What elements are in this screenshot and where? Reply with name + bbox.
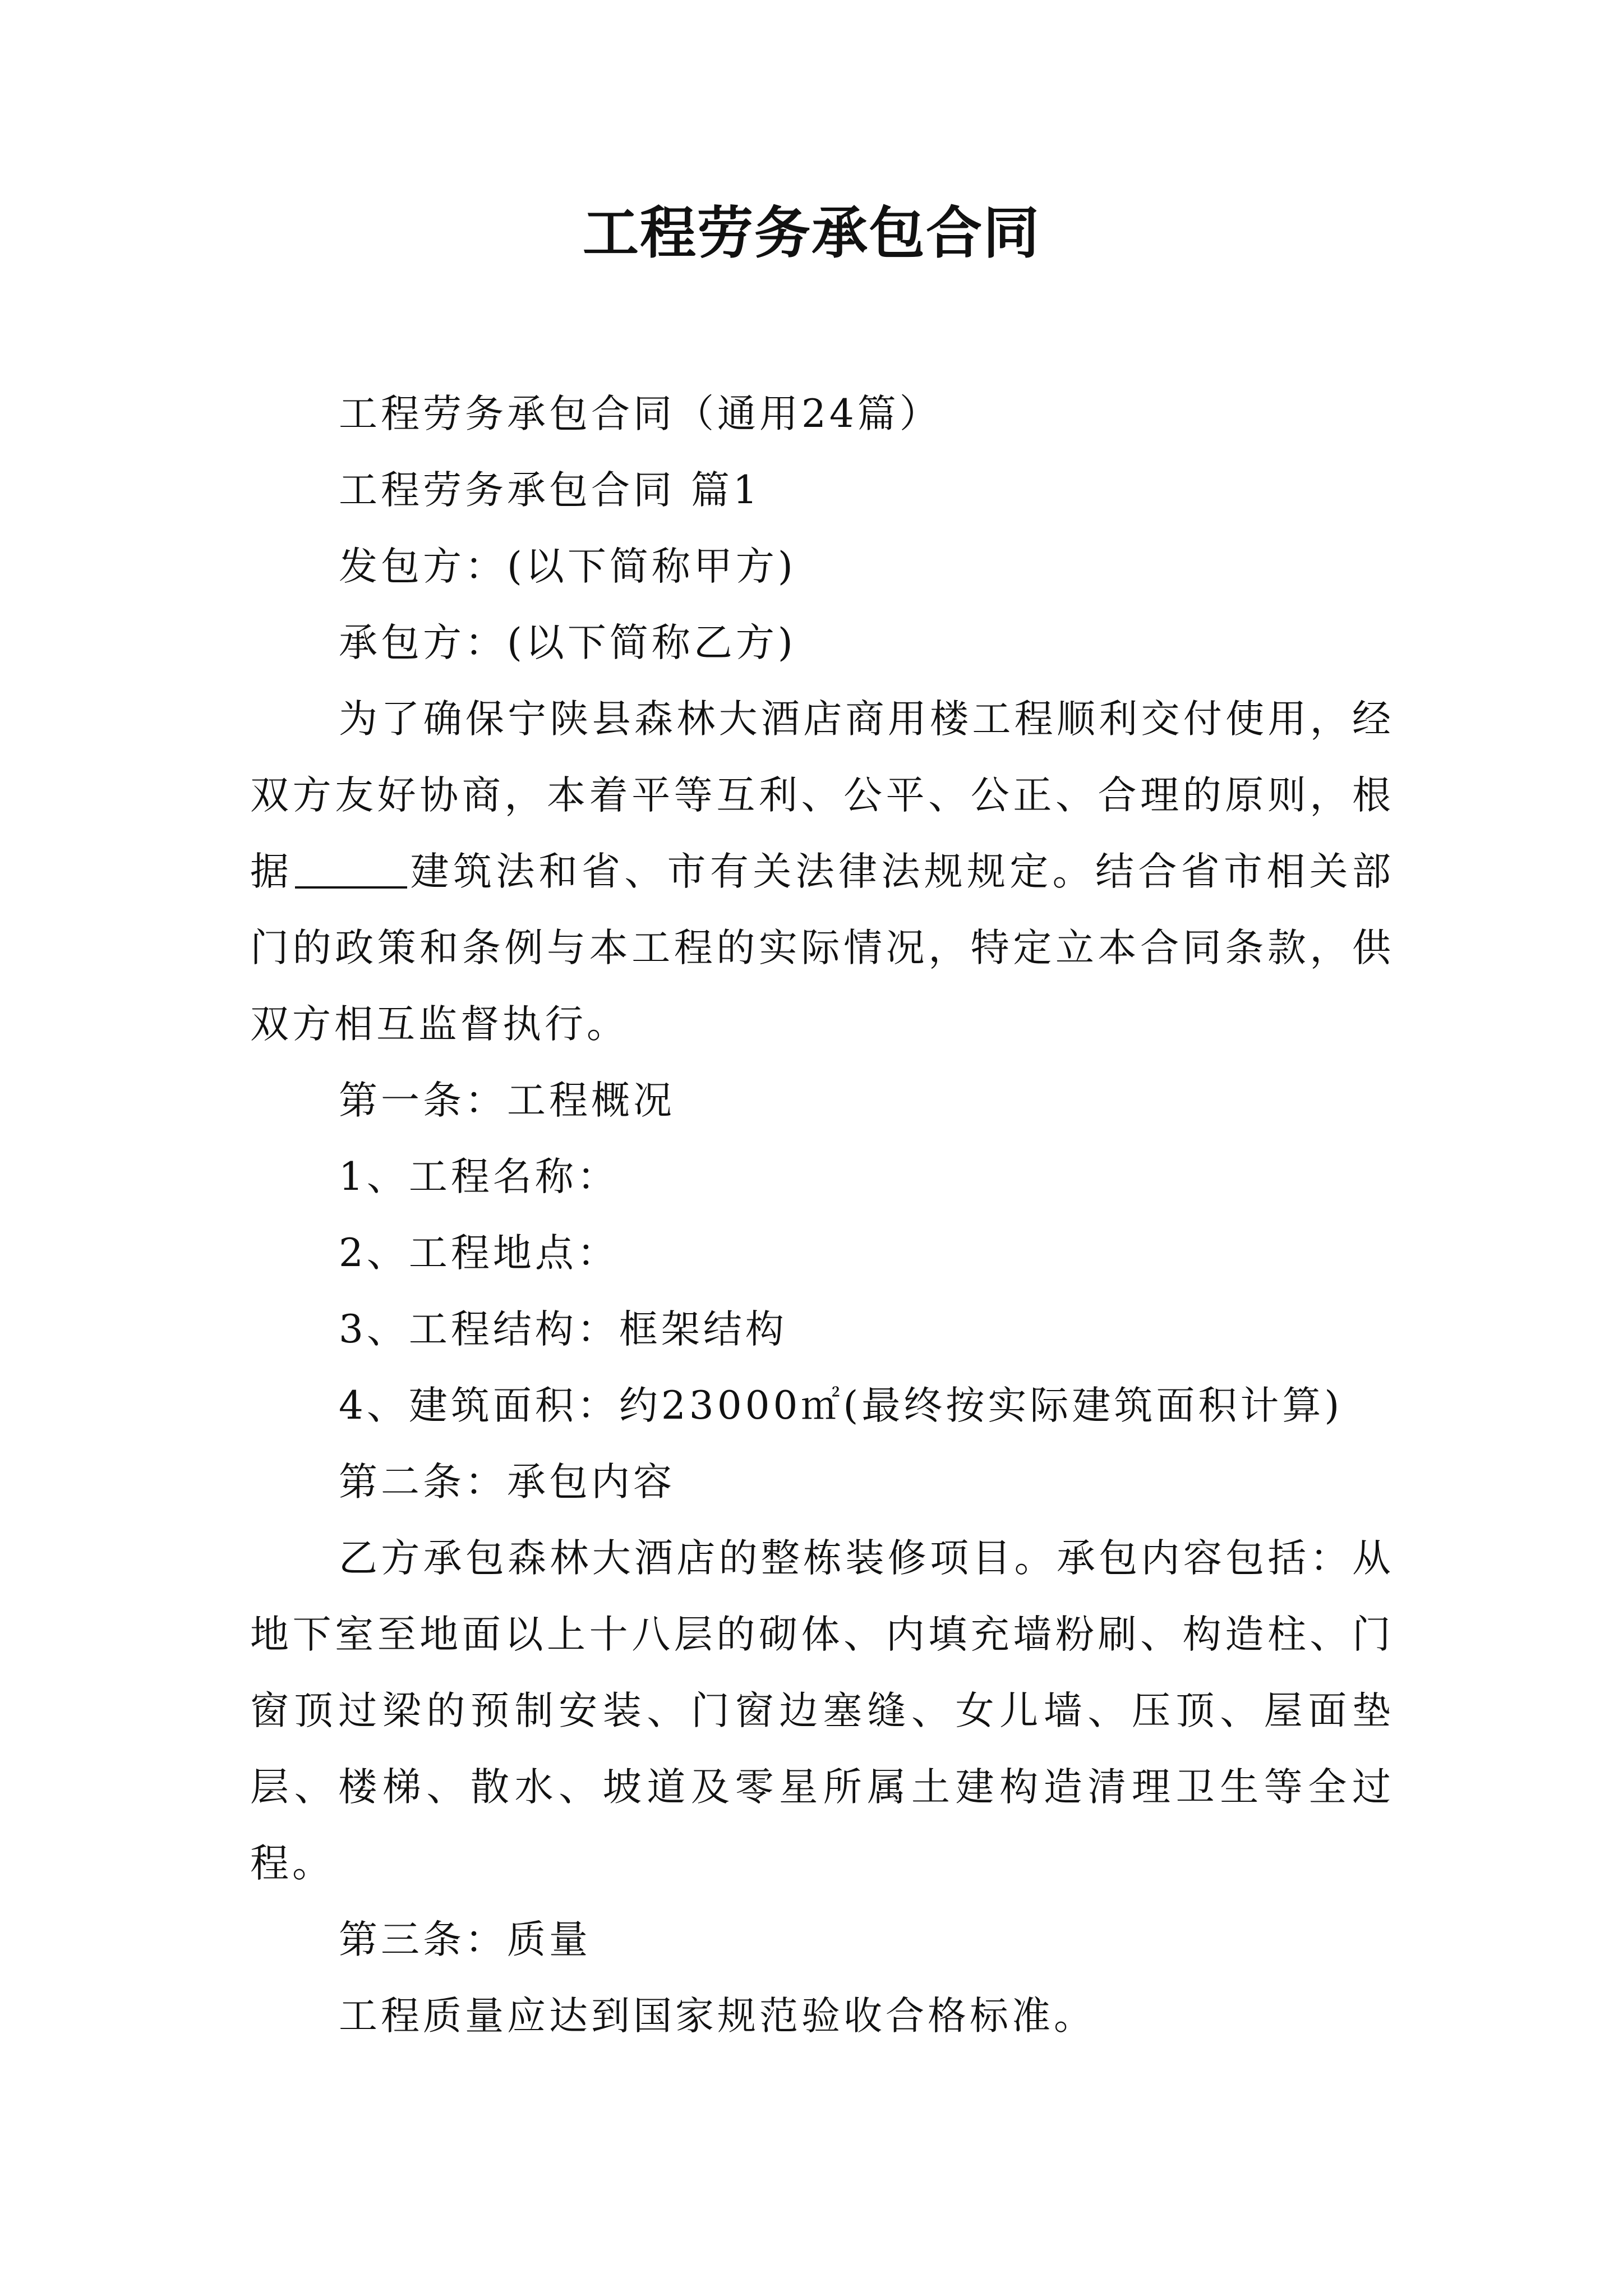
paragraph-party-b: 承包方：(以下简称乙方) [339,620,796,665]
paragraph-subtitle: 工程劳务承包合同（通用24篇） [339,392,942,436]
paragraph-party-a: 发包方：(以下简称甲方) [339,544,796,589]
preamble-text-start: 为了确保宁陕县森林大酒店商用楼工程顺利交付使用，经双方友好协商，本着平等互利、公平、公正、合理的原则，根据 [250,697,1394,894]
document-title: 工程劳务承包合同 [583,200,1040,266]
paragraph-preamble [250,681,1394,1062]
paragraph-project-location: 2、工程地点： [339,1231,619,1276]
paragraph-project-name: 1、工程名称： [339,1154,619,1199]
paragraph-article-2: 第二条：承包内容 [339,1460,675,1504]
paragraph-project-structure: 3、工程结构：框架结构 [339,1307,787,1352]
preamble-text-end: 建筑法和省、市有关法律法规规定。结合省市相关部门的政策和条例与本工程的实际情况，特定立本合同条款，供双方相互监督执行。 [250,849,1395,1047]
paragraph-building-area: 4、建筑面积：约23000㎡(最终按实际建筑面积计算) [339,1383,1343,1428]
paragraph-scope: 乙方承包森林大酒店的整栋装修项目。承包内容包括：从地下室至地面以上十八层的砌体、内填充墙粉刷、构造柱、门窗顶过梁的预制安装、门窗边塞缝、女儿墙、压顶、屋面垫层、楼梯、散水、坡道及零星所属土建构造清理卫生等全过程。 [250,1536,1394,1886]
paragraph-section-heading: 工程劳务承包合同 篇1 [339,468,761,513]
paragraph-article-1: 第一条：工程概况 [339,1078,675,1123]
paragraph-quality: 工程质量应达到国家规范验收合格标准。 [339,1994,1096,2039]
fill-in-blank [295,848,407,889]
paragraph-article-3: 第三条：质量 [339,1917,591,1962]
document-body [250,376,1394,2054]
